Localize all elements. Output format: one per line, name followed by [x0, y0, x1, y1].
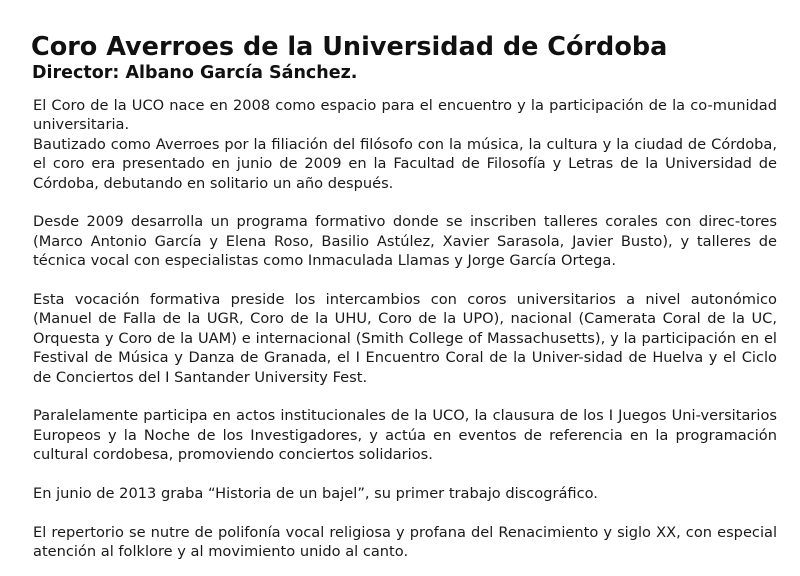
paragraph-text: Paralelamente participa en actos institucionales de la UCO, la clausura de los I Juegos Uni-versitarios Europeos y la Noche de los Investigadores, y actúa en eventos de referencia en la programación cultural cordobesa, promoviendo conciertos solidarios. [33, 407, 777, 464]
document-subtitle: Director: Albano García Sánchez. [32, 63, 358, 83]
paragraph-text: Bautizado como Averroes por la filiación del filósofo con la música, la cultura y la ciudad de Córdoba, el coro era presentado en junio de 2009 en la Facultad de Filosofía y Letras de la Universidad de Córdoba, debutando en solitario un año después. [33, 135, 777, 192]
paragraph-exchanges [33, 290, 777, 387]
paragraph-text: El Coro de la UCO nace en 2008 como espacio para el encuentro y la participación de la co-munidad universitaria. [33, 97, 777, 134]
paragraph-text: El repertorio se nutre de polifonía vocal religiosa y profana del Renacimiento y siglo XX, con especial atención al folklore y al movimiento unido al canto. [33, 523, 777, 561]
paragraph-text: Desde 2009 desarrolla un programa formativo donde se inscriben talleres corales con direc-tores (Marco Antonio García y Elena Roso, Basilio Astúlez, Xavier Sarasola, Javier Busto), y talleres de técnica vocal con especialistas como Inmaculada Llamas y Jorge García Ortega. [33, 213, 777, 270]
paragraph-text: En junio de 2013 graba “Historia de un bajel”, su primer trabajo discográfico. [33, 485, 598, 503]
paragraph-training [33, 212, 777, 270]
document-title: Coro Averroes de la Universidad de Córdoba [31, 32, 668, 62]
paragraph-repertoire [33, 523, 777, 562]
paragraph-text: Esta vocación formativa preside los intercambios con coros universitarios a nivel autonómico (Manuel de Falla de la UGR, Coro de la UHU, Coro de la UPO), nacional (Camerata Coral de la UC, Orquesta y Coro de la UAM) e internacional (Smith College of Massachusetts), y la participación en el Festival de Música y Danza de Granada, el I Encuentro Coral de la Univer-sidad de Huelva y el Ciclo de Conciertos del I Santander University Fest. [33, 291, 777, 386]
paragraph-recording [33, 484, 777, 503]
paragraph-institutional [33, 406, 777, 464]
document-body [33, 96, 777, 562]
paragraph-origin [33, 96, 777, 193]
